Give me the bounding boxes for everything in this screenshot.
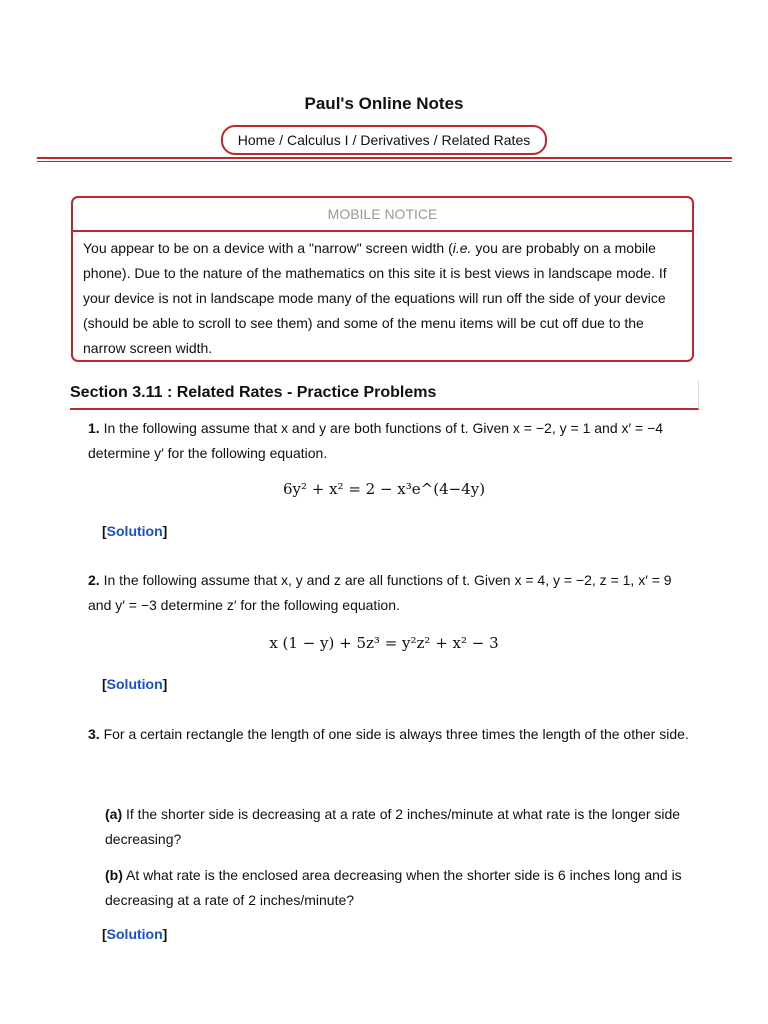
solution-link[interactable]: Solution bbox=[106, 676, 163, 692]
problem-number: 1. bbox=[88, 420, 100, 436]
solution-link[interactable]: Solution bbox=[106, 523, 163, 539]
breadcrumb-derivatives[interactable]: Derivatives bbox=[360, 132, 430, 148]
problem-3-part-b bbox=[105, 863, 705, 913]
problem-1 bbox=[88, 416, 698, 466]
problem-2-equation: x (1 − y) + 5z³ = y²z² + x² − 3 bbox=[269, 634, 499, 652]
mobile-notice bbox=[71, 196, 694, 362]
problem-3 bbox=[88, 722, 698, 747]
problem-3-solution: [Solution] bbox=[102, 926, 168, 942]
breadcrumb-home[interactable]: Home bbox=[237, 132, 276, 148]
part-label: (b) bbox=[105, 867, 123, 883]
problem-1-equation: 6y² + x² = 2 − x³e^(4−4y) bbox=[282, 480, 486, 498]
problem-1-solution: [Solution] bbox=[102, 523, 168, 539]
problem-3-part-a bbox=[105, 802, 705, 852]
breadcrumb bbox=[221, 125, 547, 155]
notice-text-1: You appear to be on a device with a "narrow" screen width ( bbox=[83, 240, 453, 256]
site-title[interactable]: Paul's Online Notes bbox=[304, 94, 464, 113]
notice-text-2: you are probably on a mobile phone). Due to the nature of the mathematics on this site it is best views in landscape mode. If your device is not in landscape mode many of the equations will run off the side of your device (should be able to scroll to see them) and some of the menu items will be cut off due to the narrow screen width. bbox=[83, 240, 667, 356]
solution-link[interactable]: Solution bbox=[106, 926, 163, 942]
problem-number: 3. bbox=[88, 726, 100, 742]
breadcrumb-separator: / bbox=[433, 132, 438, 148]
section-heading: Section 3.11 : Related Rates - Practice Problems bbox=[70, 380, 699, 410]
problem-number: 2. bbox=[88, 572, 100, 588]
header-divider bbox=[37, 157, 732, 159]
header-divider-thin bbox=[37, 161, 732, 162]
mobile-notice-title: MOBILE NOTICE bbox=[73, 198, 692, 232]
part-text: If the shorter side is decreasing at a rate of 2 inches/minute at what rate is the longer side decreasing? bbox=[105, 806, 681, 847]
breadcrumb-separator: / bbox=[352, 132, 357, 148]
breadcrumb-related-rates[interactable]: Related Rates bbox=[441, 132, 531, 148]
breadcrumb-calculus-i[interactable]: Calculus I bbox=[287, 132, 349, 148]
mobile-notice-body bbox=[73, 232, 692, 361]
problem-text: For a certain rectangle the length of one side is always three times the length of the other side. bbox=[103, 726, 689, 742]
part-text: At what rate is the enclosed area decreasing when the shorter side is 6 inches long and is decreasing at a rate of 2 inches/minute? bbox=[105, 867, 682, 908]
part-label: (a) bbox=[105, 806, 123, 822]
notice-text-ie: i.e. bbox=[452, 240, 472, 256]
problem-text: In the following assume that x and y are both functions of t. Given x = −2, y = 1 and x′ = −4 determine y′ for the following equation. bbox=[88, 420, 664, 461]
problem-2-solution: [Solution] bbox=[102, 676, 168, 692]
problem-text: In the following assume that x, y and z are all functions of t. Given x = 4, y = −2, z = 1, x′ = 9 and y′ = −3 determine z′ for the following equation. bbox=[88, 572, 672, 613]
problem-2 bbox=[88, 568, 698, 618]
breadcrumb-separator: / bbox=[279, 132, 284, 148]
